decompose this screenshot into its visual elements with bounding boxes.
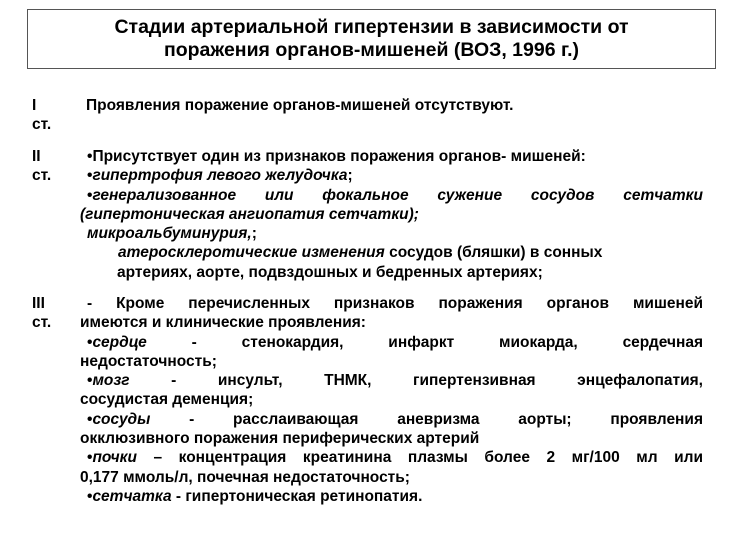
stage-2-content <box>80 147 703 282</box>
slide-title <box>27 9 716 69</box>
stage-3-intro-continuation: имеются и клинические проявления: <box>80 314 366 332</box>
list-item-continuation: артериях, аорте, подвздошных и бедренных артериях; <box>117 263 543 281</box>
list-item: •сердце - стенокардия, инфаркт миокарда, сердечная <box>87 333 703 351</box>
title-line-2: поражения органов-мишеней (ВОЗ, 1996 г.) <box>163 39 580 61</box>
list-item: •сетчатка - гипертоническая ретинопатия. <box>87 487 423 505</box>
list-item: микроальбуминурия,; <box>87 225 257 243</box>
stage-3-content <box>80 294 703 506</box>
stage-1-label: I ст. <box>32 97 52 133</box>
list-item: атеросклеротические изменения сосудов (бляшки) в сонных <box>118 244 603 262</box>
list-item-continuation: недостаточность; <box>80 352 217 370</box>
list-item: •Присутствует один из признаков поражения органов- мишеней: <box>87 148 586 165</box>
list-item-continuation: сосудистая деменция; <box>80 391 254 409</box>
list-item: •генерализованное или фокальное сужение сосудов сетчатки <box>87 186 703 204</box>
stage-1-text: Проявления поражение органов-мишеней отсутствуют. <box>86 97 514 114</box>
list-item: •почки – концентрация креатинина плазмы более 2 мг/100 мл или <box>87 449 703 467</box>
list-item: •сосуды - расслаивающая аневризма аорты; проявления <box>87 410 703 428</box>
list-item: •гипертрофия левого желудочка; <box>87 167 353 185</box>
list-item-continuation: (гипертоническая ангиопатия сетчатки); <box>80 205 419 223</box>
list-item-continuation: окклюзивного поражения периферических артерий <box>80 430 480 448</box>
stage-3-label: III ст. <box>32 295 52 331</box>
stage-3-intro: - Кроме перечисленных признаков поражения органов мишеней <box>87 295 703 312</box>
list-item-continuation: 0,177 ммоль/л, почечная недостаточность; <box>80 468 410 486</box>
title-line-1: Стадии артериальной гипертензии в зависимости от <box>114 16 629 38</box>
list-item: •мозг - инсульт, ТНМК, гипертензивная энцефалопатия, <box>87 372 703 390</box>
stage-2-label: II ст. <box>32 148 52 184</box>
